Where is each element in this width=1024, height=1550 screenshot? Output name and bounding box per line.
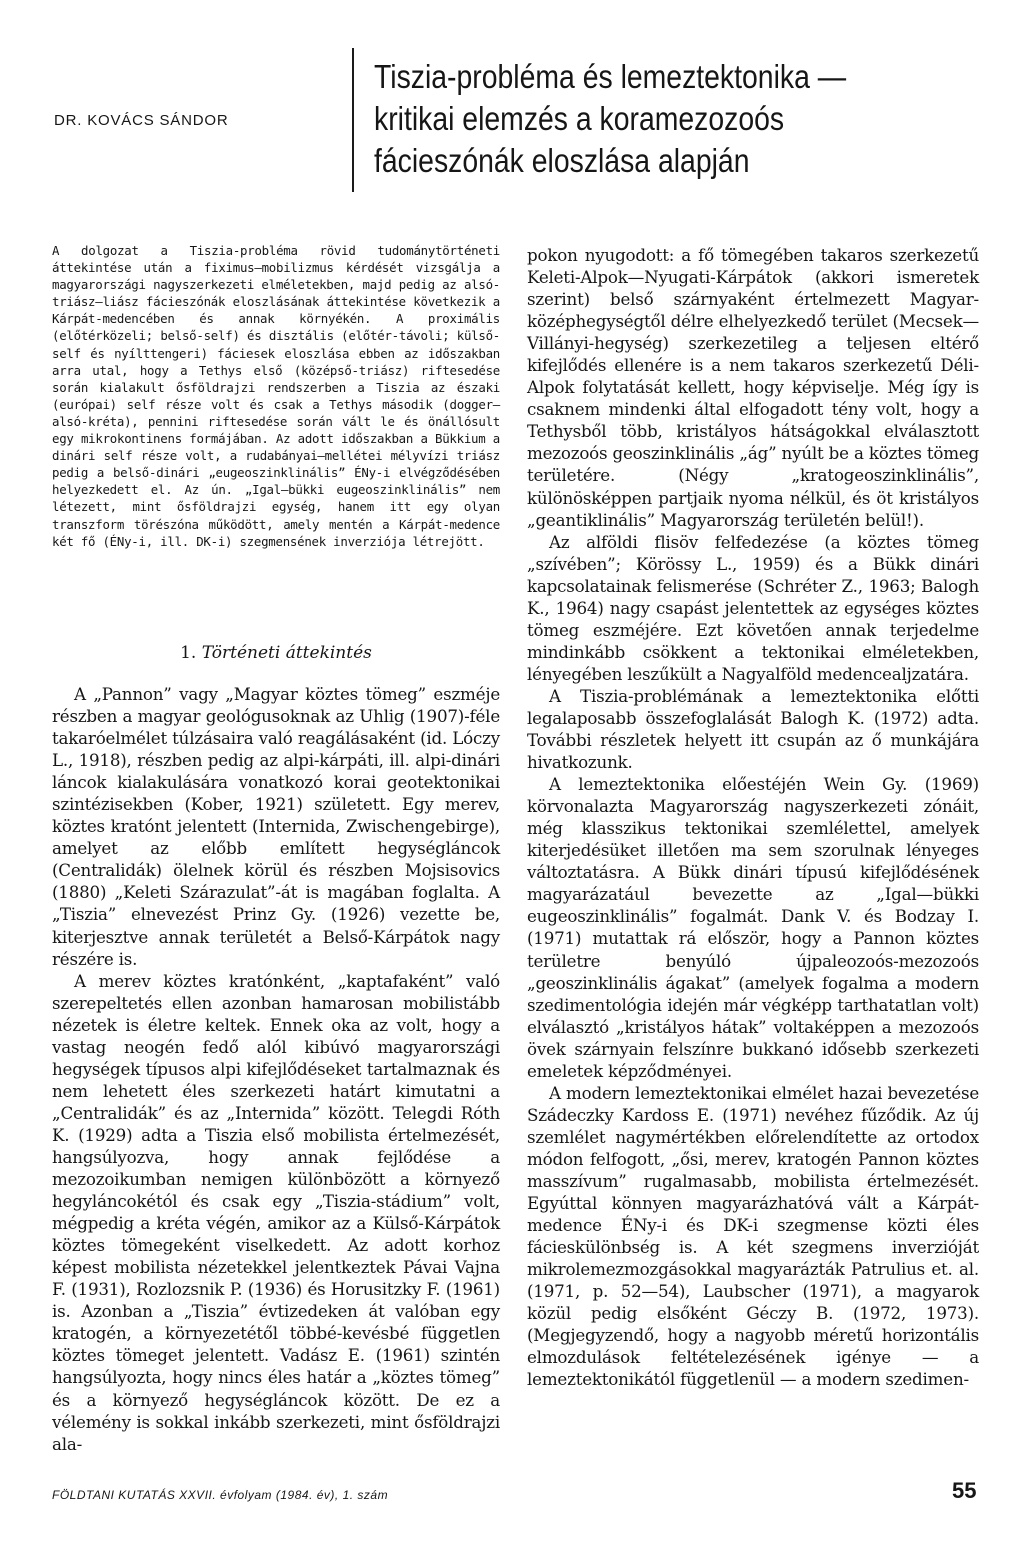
body-paragraph: A lemeztektonika előestéjén Wein Gy. (1969) körvonalazta Magyarország nagyszerkezeti zónáit, még klasszikus tektonikai szemlélettel, amelyek kiterjedésüket illetően ma sem szorulnak lényeges változtatásra. A Bükk dinári típusú kifejlődésének magyarázatául bevezette az „Igal—bükki eugeoszinklinális” fogalmát. Dank V. és Bodzay I. (1971) mutattak rá először, hogy a Pannon köztes területre benyúló újpaleozoós-mezozoós „geoszinklinális ágakat” (amelyek fogalma a modern szedimentológia idején már végképp tarthatatlan volt) elválasztó „kristályos hátak” voltaképpen a mezozoós övek szárnyain felszínre bukkanó idősebb szerkezeti emeletek képződményei. — [527, 774, 979, 1081]
right-column — [527, 244, 979, 1390]
title-line: kritikai elemzés a koramezozoós — [374, 100, 785, 137]
title-divider — [352, 48, 354, 192]
journal-citation: FÖLDTANI KUTATÁS XXVII. évfolyam (1984. év), 1. szám — [52, 1488, 389, 1502]
page-number: 55 — [952, 1478, 977, 1503]
abstract: A dolgozat a Tiszia-probléma rövid tudománytörténeti áttekintése után a fiximus—mobilizmus kérdését vizsgálja a magyarországi nagyszerkezeti elméletekben, majd pedig az alsó-triász—liász fácieszónák eloszlásának áttekintése következik a Kárpát-medencében és annak környékén. A proximális (előtérközeli; belső-self) és disztális (előtér-távoli; külső-self és nyílttengeri) fáciesek eloszlása ebben az időszakban arra utal, hogy a Tethys első (középső-triász) riftesedése során kialakult ősföldrajzi rendszerben a Tiszia az északi (európai) self része volt és csak a Tethys második (dogger—alsó-kréta), pennini riftesedése során vált le és önállósult egy mikrokontinens formájában. Az adott időszakban a Bükkium a dinári self része volt, a rudabányai—mellétei mélyvízi triász pedig a belső-dinári „eugeoszinklinális” ÉNy-i elvégződésében helyezkedett el. Az ún. „Igal—bükki eugeoszinklinális” nem létezett, mint ősföldrajzi egység, hanem itt egy olyan transzform törészóna működött, amely mentén a Kárpát-medence két fő (ÉNy-i, ill. DK-i) szegmensének inverziója létrejött. — [52, 243, 500, 549]
body-paragraph: pokon nyugodott: a fő tömegében takaros szerkezetű Keleti-Alpok—Nyugati-Kárpátok (akkori ismeretek szerint) belső szárnyaként értelmezett Magyar-középhegységtől délre elhelyezkedő terület (Mecsek—Villányi-hegység) szerkezetileg a teljesen eltérő kifejlődés ellenére is a nem takaros szerkezetű Déli-Alpok folytatását kellett, hogy képviselje. Még így is csaknem mindenki által elfogadott tény volt, hogy a Tethysből több, kristályos hátságokkal elválasztott mezozoós geoszinklinális „ág” nyúlt be a köztes tömeg területére. (Négy „kratogeoszinklinális”, különösképpen partjaik nyoma nélkül, és öt kristályos „geantiklinális” Magyarország területén belül!). — [527, 245, 979, 530]
left-column — [52, 683, 500, 1455]
body-paragraph: A Tiszia-problémának a lemeztektonika előtti legalaposabb összefoglalását Balogh K. (1972) adta. További részletek helyett itt csupán az ő munkájára hivatkozunk. — [527, 685, 979, 773]
section-heading — [52, 643, 500, 663]
body-paragraph: Az alföldi flisöv felfedezése (a köztes tömeg „szívében”; Körössy L., 1959) és a Bükk dinári kapcsolatainak felismerése (Schréter Z., 1963; Balogh K., 1964) nagy csapást jelentettek az egységes köztes tömeg eszméjére. Ezt követően annak terjedelme mindinkább csökkent a tektonikai elméletekben, lényegében leszűkült a Nagyalföld medencealjzatára. — [527, 531, 979, 684]
section-title: Történeti áttekintés — [201, 643, 372, 663]
body-paragraph: A merev köztes kratónként, „kaptafaként” való szerepeltetés ellen azonban hamarosan mobilistább nézetek is életre keltek. Ennek oka az volt, hogy a vastag neogén fedő alól kibúvó magyarországi hegységek típusos alpi kifejlődéseket tartalmaznak és nem lehetett éles szerkezeti határt kimutatni a „Centralidák” és az „Internida” között. Telegdi Róth K. (1929) adta a Tiszia első mobilista értelmezését, hangsúlyozva, hogy annak fejlődése a mezozoikumban nemigen különbözött a környező hegyláncokétól és csak egy „Tiszia-stádium” volt, mégpedig a kréta végén, amikor az a Külső-Kárpátok köztes tömegeként viselkedett. Az adott korhoz képest mobilista nézetekkel jelentkeztek Pávai Vajna F. (1931), Rozlozsnik P. (1936) és Horusitzky F. (1961) is. Azonban a „Tiszia” évtizedeken át valóban egy kratogén, a környezetétől többé-kevésbé független köztes tömeget jelentett. Vadász E. (1961) szintén hangsúlyozta, hogy nincs éles határ a „köztes tömeg” és a környező hegységláncok között. De ez a vélemény is sokkal inkább szerkezeti, mint ősföldrajzi ala- — [52, 970, 500, 1454]
body-paragraph: A modern lemeztektonikai elmélet hazai bevezetése Szádeczky Kardoss E. (1971) nevéhez fűződik. Az új szemlélet nagymértékben előrelendítette az ortodox módon felfogott, „ősi, merev, kratogén Pannon köztes masszívum” rugalmasabb, mobilista értelmezését. Egyúttal könnyen magyarázhatóvá vált a Kárpát-medence ÉNy-i és DK-i szegmense közti éles fácieskülönbség is. A két szegmens inverzióját mikrolemezmozgásokkal magyarázták Patrulius et. al. (1971, p. 52—54), Laubscher (1971), a magyarok közül pedig elsőként Géczy B. (1972, 1973). (Megjegyzendő, hogy a nagyobb méretű horizontális elmozdulások feltételezésének igénye — a lemeztektonikától függetlenül — a modern szedimen- — [527, 1082, 979, 1390]
title-line: fácieszónák eloszlása alapján — [374, 142, 750, 179]
author-name: DR. KOVÁCS SÁNDOR — [54, 112, 229, 129]
body-paragraph: A „Pannon” vagy „Magyar köztes tömeg” eszméje részben a magyar geológusoknak az Uhlig (1907)-féle takaróelmélet túlzásaira való reagálásaként (id. Lóczy L., 1918), részben pedig az alpi-kárpáti, ill. alpi-dinári láncok kialakulására vonatkozó korai geotektonikai szintézisekben (Kober, 1921) született. Egy merev, köztes kratónt jelentett (Internida, Zwischengebirge), amelyet az előbb említett hegységláncok (Centralidák) ölelnek körül és részben Mojsisovics (1880) „Keleti Szárazulat”-át is magában foglalta. A „Tiszia” elnevezést Prinz Gy. (1926) vezette be, kiterjesztve annak területét a Belső-Kárpátok nagy részére is. — [52, 684, 500, 969]
section-number: 1. — [180, 643, 197, 663]
title-line: Tiszia-probléma és lemeztektonika — — [374, 58, 847, 95]
article-title — [374, 56, 907, 182]
